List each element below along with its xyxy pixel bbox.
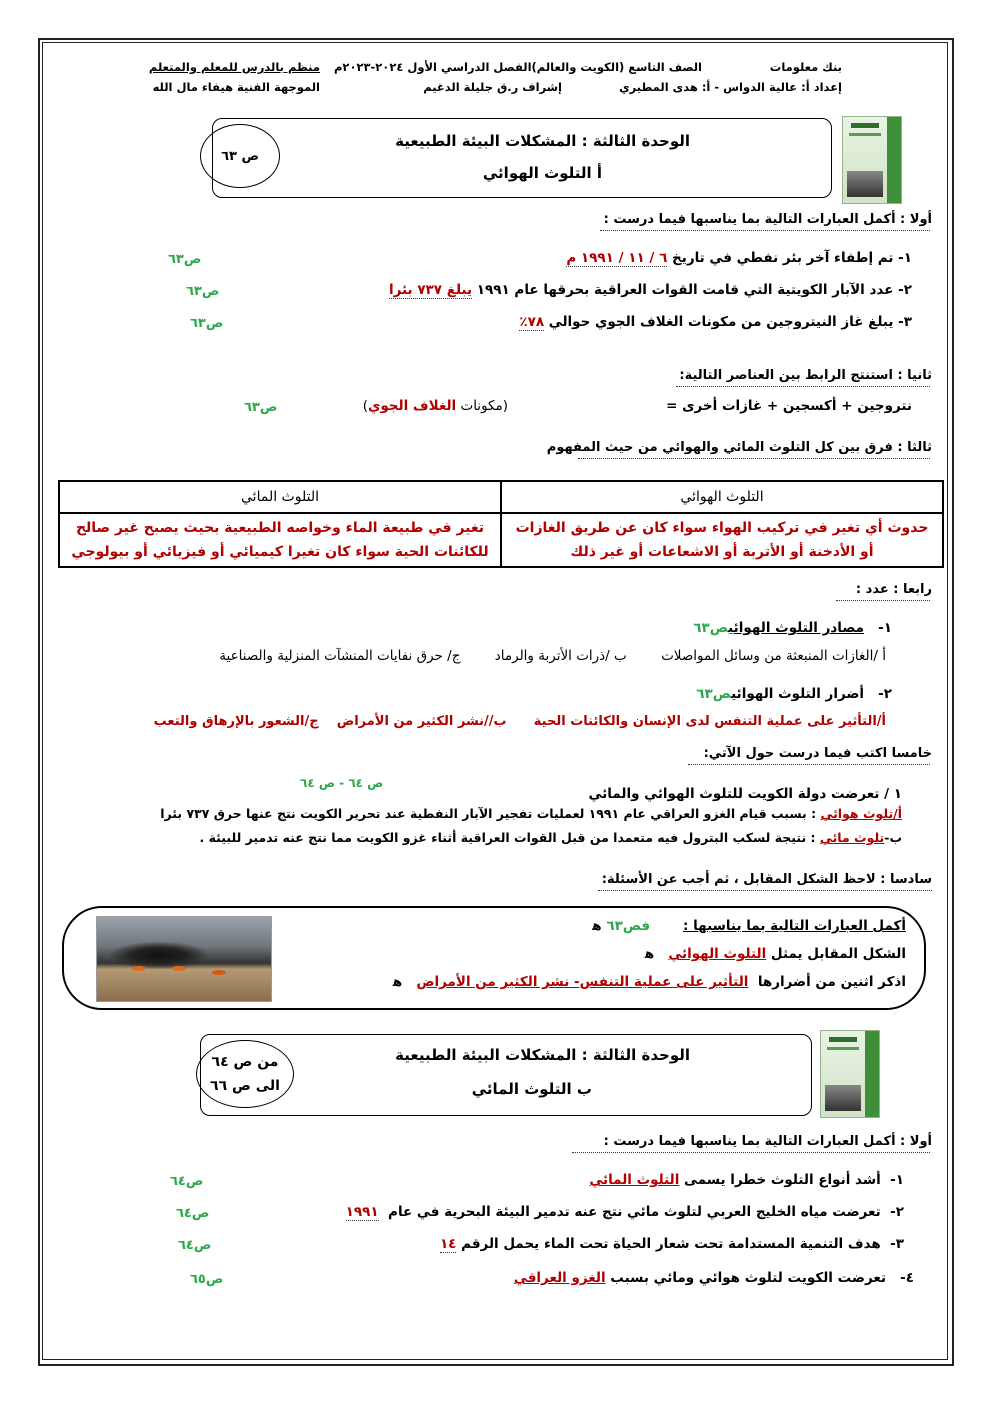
s5-answer-a bbox=[160, 806, 902, 821]
s6-line2-text: الشكل المقابل يمثل bbox=[770, 946, 906, 962]
oil-fires-photo bbox=[96, 916, 272, 1002]
unit1-page-badge bbox=[200, 124, 280, 188]
s7-item2-text: تعرضت مياه الخليج العربي لتلوث مائي نتج عنه تدمير البيئة البحرية في عام bbox=[388, 1204, 881, 1220]
s4-q1-a2: ب /ذرات الأتربة والرماد bbox=[494, 648, 627, 664]
unit1-page-badge-text: ص ٦٣ bbox=[221, 148, 259, 164]
s2-answer bbox=[363, 398, 508, 414]
s4-q2-a3: ج/الشعور بالإرهاق والتعب bbox=[153, 714, 319, 729]
s7-item4-text: تعرضت الكويت لتلوث هوائي ومائي بسبب bbox=[610, 1270, 887, 1286]
s1-item1-ref: ص٦٣ bbox=[168, 252, 202, 267]
s2-answer-value: الغلاف الجوي bbox=[367, 398, 457, 414]
s4-q2-text: أضرار التلوث الهوائي bbox=[731, 686, 865, 702]
s2-ref: ص٦٣ bbox=[244, 400, 278, 415]
s4-q2-ref: ص٦٣ bbox=[696, 686, 732, 702]
s1-item1-num: ١- bbox=[898, 250, 912, 266]
header-prepared-by: إعداد أ: عالية الدواس - أ: هدى المطيري bbox=[619, 80, 842, 94]
s1-item3-text: يبلغ غاز النيتروجين من مكونات الغلاف الجوي حوالي bbox=[548, 314, 894, 330]
s1-item2-text: عدد الآبار الكويتية التي قامت القوات العراقية بحرقها عام ١٩٩١ bbox=[476, 282, 894, 298]
s5-a-text: : بسبب قيام الغزو العراقي عام ١٩٩١ لعمليات تفجير الآبار النفطية عند تحرير الكويت نتج عنها حرق ٧٣٧ بئرا bbox=[160, 806, 817, 821]
s1-item3-num: ٣- bbox=[898, 314, 912, 330]
s6-line3-text: اذكر اثنين من أضرارها bbox=[757, 974, 906, 990]
s6-line2 bbox=[645, 946, 906, 962]
s7-item4-answer: الغزو العراقي bbox=[513, 1270, 606, 1286]
s6-heading: سادسا : لاحظ الشكل المقابل ، ثم أجب عن الأسئلة: bbox=[601, 872, 932, 887]
s7-item3 bbox=[440, 1236, 904, 1252]
s1-item2-num: ٢- bbox=[898, 282, 912, 298]
textbook-cover-image bbox=[842, 116, 902, 204]
s5-b-text: : نتيجة لسكب البترول فيه متعمدا من قبل القوات العراقية أثناء غزو الكويت مما نتج عنه تدمير للبيئة . bbox=[199, 830, 816, 845]
s1-item1 bbox=[566, 250, 912, 266]
s5-a-label: أ/تلوث هوائي bbox=[820, 806, 902, 821]
s4-q2-a1: أ/التأثير على عملية التنفس لدى الإنسان والكائنات الحية bbox=[533, 714, 886, 729]
s1-item2 bbox=[389, 282, 912, 298]
s4-q1-ref: ص٦٣ bbox=[693, 620, 729, 636]
s5-b-prefix: ب- bbox=[884, 830, 902, 845]
unit2-page-badge bbox=[196, 1040, 294, 1108]
s4-q2-a2: ب//نشر الكثير من الأمراض bbox=[336, 714, 507, 729]
s7-item1 bbox=[589, 1172, 904, 1188]
s4-q2-answers bbox=[154, 714, 886, 729]
s4-q2-num: ٢- bbox=[878, 686, 892, 702]
s1-item3-ref: ص٦٣ bbox=[190, 316, 224, 331]
s1-item1-answer: ٦ / ١١ / ١٩٩١ م bbox=[566, 250, 668, 266]
s6-line1-mark: ﻫ bbox=[592, 918, 602, 934]
s6-line3 bbox=[393, 974, 906, 990]
s1-item1-text: تم إطفاء آخر بئر نفطي في تاريخ bbox=[672, 250, 894, 266]
s7-item3-num: ٣- bbox=[890, 1236, 904, 1252]
s7-item3-text: هدف التنمية المستدامة تحت شعار الحياة تحت الماء يحمل الرقم bbox=[461, 1236, 881, 1252]
s6-line3-mark: ﻫ bbox=[392, 974, 403, 990]
s1-item2-answer: يبلغ ٧٣٧ بئرا bbox=[389, 282, 473, 298]
unit2-title: الوحدة الثالثة : المشكلات البيئة الطبيعية bbox=[395, 1046, 690, 1064]
header-organizer: منظم بالدرس للمعلم والمتعلم bbox=[148, 60, 320, 74]
s5-ref: ص ٦٤ - ص ٦٤ bbox=[300, 776, 384, 790]
s4-q1 bbox=[693, 620, 892, 636]
s5-question: ١ / تعرضت دولة الكويت للتلوث الهوائي والمائي bbox=[588, 786, 902, 802]
s7-item2-num: ٢- bbox=[890, 1204, 904, 1220]
s1-heading: أولا : أكمل العبارات التالية بما يناسبها فيما درست : bbox=[603, 212, 932, 227]
s2-equation: نتروجين + أكسجين + غازات أخرى = bbox=[666, 398, 912, 414]
s7-item3-ref: ص٦٤ bbox=[178, 1238, 212, 1253]
s4-heading: رابعا : عدد : bbox=[855, 582, 932, 597]
s7-item1-text: أشد أنواع التلوث خطرا يسمى bbox=[684, 1172, 881, 1188]
header-bank: بنك معلومات bbox=[769, 60, 842, 74]
s4-q1-text: مصادر التلوث الهوائي bbox=[728, 620, 865, 636]
unit1-title-box bbox=[212, 118, 832, 198]
s7-item1-ref: ص٦٤ bbox=[170, 1174, 204, 1189]
s4-q1-a1: أ /الغازات المنبعثة من وسائل المواصلات bbox=[661, 648, 886, 664]
textbook-cover-image-2 bbox=[820, 1030, 880, 1118]
header-grade-subject: الصف التاسع (الكويت والعالم)الفصل الدراسي الأول ٢٠٢٤-٢٠٢٣م bbox=[333, 60, 702, 74]
s1-item2-ref: ص٦٣ bbox=[186, 284, 220, 299]
unit1-lesson-title: أ التلوث الهوائي bbox=[482, 164, 602, 182]
s7-item4 bbox=[514, 1270, 914, 1286]
s4-q1-num: ١- bbox=[878, 620, 892, 636]
s5-answer-b bbox=[199, 830, 902, 845]
s7-heading: أولا : أكمل العبارات التالية بما يناسبها فيما درست : bbox=[603, 1134, 932, 1149]
s4-q1-a3: ج/ حرق نفايات المنشآت المنزلية والصناعية bbox=[219, 648, 461, 664]
comparison-table bbox=[58, 480, 944, 568]
s7-item1-answer: التلوث المائي bbox=[589, 1172, 680, 1188]
table-def-air: حدوث أي تغير في تركيب الهواء سواء كان عن طريق الغازات أو الأدخنة أو الأتربة أو الاشعاعات أو غير ذلك bbox=[501, 513, 943, 567]
s4-q1-answers bbox=[219, 648, 886, 664]
s7-item4-num: ٤- bbox=[900, 1270, 914, 1286]
s6-line3-answer: التأثير على عملية التنفس- نشر الكثير من الأمراض bbox=[416, 974, 749, 990]
s3-heading: ثالثا : فرق بين كل التلوث المائي والهوائي من حيث المفهوم bbox=[546, 440, 932, 455]
s2-heading: ثانيا : استنتج الرابط بين العناصر التالية: bbox=[679, 368, 932, 383]
s7-item4-ref: ص٦٥ bbox=[190, 1272, 224, 1287]
s7-item1-num: ١- bbox=[890, 1172, 904, 1188]
table-def-water: تغير في طبيعة الماء وخواصه الطبيعية بحيث يصبح غير صالح للكائنات الحية سواء كان تغيرا كيميائي أو فيزيائي أو بيولوجي bbox=[59, 513, 501, 567]
unit1-title: الوحدة الثالثة : المشكلات البيئة الطبيعية bbox=[395, 132, 690, 150]
s5-b-label: تلوث مائي bbox=[819, 830, 885, 845]
s4-q2 bbox=[696, 686, 892, 702]
s7-item2-ref: ص٦٤ bbox=[176, 1206, 210, 1221]
s6-line1-ref: فص٦٣ bbox=[606, 918, 651, 934]
s6-line1 bbox=[592, 918, 906, 934]
s7-item3-answer: ١٤ bbox=[439, 1236, 457, 1252]
unit2-badge-to: الى ص ٦٦ bbox=[210, 1078, 280, 1094]
s7-item2-answer: ١٩٩١ bbox=[345, 1204, 379, 1220]
s6-line2-answer: التلوث الهوائي bbox=[668, 946, 767, 962]
s2-answer-prefix: (مكونات bbox=[460, 398, 508, 414]
s2-answer-suffix: ) bbox=[362, 398, 368, 414]
header-supervision: إشراف ر.ق جليلة الدغيم bbox=[423, 80, 562, 94]
s1-item3 bbox=[519, 314, 912, 330]
table-header-air: التلوث الهوائي bbox=[501, 481, 943, 513]
table-header-water: التلوث المائي bbox=[59, 481, 501, 513]
s6-line1-text: أكمل العبارات التالية بما يناسبها : bbox=[683, 918, 906, 934]
unit2-badge-from: من ص ٦٤ bbox=[211, 1054, 279, 1070]
s6-line2-mark: ﻫ bbox=[644, 946, 655, 962]
s7-item2 bbox=[346, 1204, 904, 1220]
unit2-lesson-title: ب التلوث المائي bbox=[471, 1080, 592, 1098]
header-tech-lead: الموجهة الفنية هيفاء مال الله bbox=[152, 80, 320, 94]
s1-item3-answer: ٧٨٪ bbox=[519, 314, 545, 330]
s5-heading: خامسا اكتب فيما درست حول الآتي: bbox=[703, 746, 932, 761]
